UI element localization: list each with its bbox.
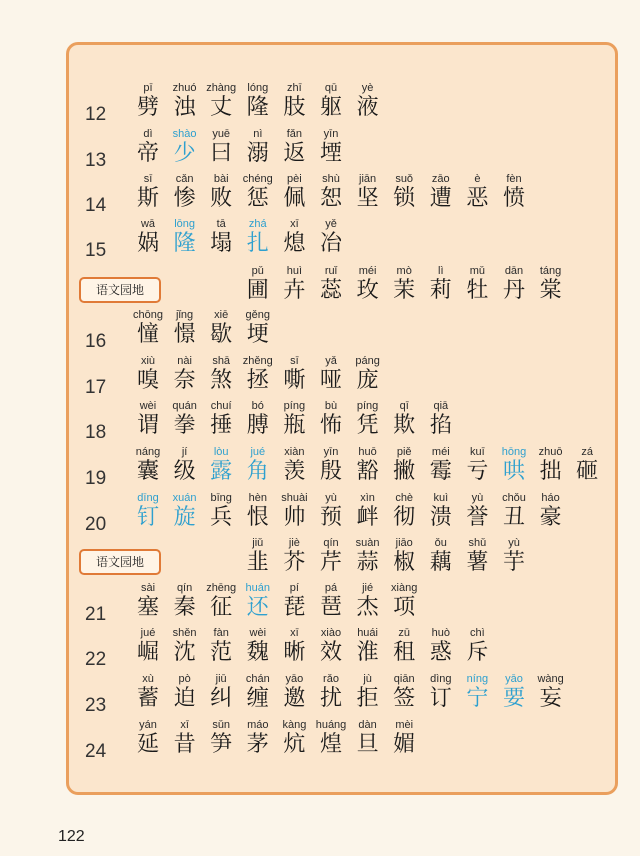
hanzi: 拳 <box>173 413 196 438</box>
hanzi: 纠 <box>210 686 233 711</box>
pinyin: yāo <box>285 673 304 685</box>
pinyin: wàng <box>537 673 564 685</box>
pinyin: lì <box>438 265 444 277</box>
lesson-number: 22 <box>85 649 107 670</box>
hanzi: 晰 <box>283 640 306 665</box>
hanzi: 溃 <box>429 505 452 530</box>
hanzi: 惨 <box>173 186 196 211</box>
hanzi: 砸 <box>576 459 599 484</box>
hanzi: 液 <box>356 95 379 120</box>
hanzi: 签 <box>393 686 416 711</box>
pinyin: xù <box>142 673 154 685</box>
hanzi: 媚 <box>393 732 416 757</box>
pinyin: fàn <box>213 627 229 639</box>
hanzi: 肢 <box>283 95 306 120</box>
pinyin: lóng <box>247 82 269 94</box>
hanzi: 掐 <box>429 413 452 438</box>
page-number: 122 <box>58 828 85 845</box>
hanzi: 芥 <box>283 550 306 575</box>
hanzi: 玫 <box>356 278 379 303</box>
pinyin: shǔ <box>468 537 487 549</box>
hanzi: 旦 <box>356 732 379 757</box>
hanzi: 茅 <box>246 732 269 757</box>
lesson-number: 16 <box>85 331 107 352</box>
pinyin: yīn <box>323 446 339 458</box>
pinyin: jiāo <box>395 537 413 549</box>
hanzi: 彻 <box>393 505 416 530</box>
lesson-number: 17 <box>85 377 107 398</box>
hanzi: 愤 <box>502 186 525 211</box>
pinyin: zhá <box>248 218 267 230</box>
pinyin: mèi <box>395 719 414 731</box>
hanzi: 劈 <box>136 95 159 120</box>
hanzi: 坚 <box>356 186 379 211</box>
pinyin: bù <box>324 400 338 412</box>
hanzi: 崛 <box>136 640 159 665</box>
hanzi: 溺 <box>246 141 269 166</box>
pinyin: zhàng <box>206 82 237 94</box>
hanzi: 租 <box>393 640 416 665</box>
pinyin: jiān <box>359 173 377 185</box>
hanzi: 牡 <box>466 278 489 303</box>
hanzi: 妄 <box>539 686 562 711</box>
pinyin: kuì <box>433 492 449 504</box>
hanzi: 塌 <box>210 231 233 256</box>
hanzi: 帝 <box>136 141 159 166</box>
pinyin: pò <box>178 673 191 685</box>
hanzi: 躯 <box>319 95 342 120</box>
hanzi: 拒 <box>356 686 379 711</box>
hanzi: 歇 <box>210 322 233 347</box>
hanzi: 锁 <box>393 186 416 211</box>
pinyin: xiù <box>140 355 156 367</box>
pinyin: qín <box>176 582 193 594</box>
hanzi: 亏 <box>466 459 489 484</box>
pinyin: chuí <box>210 400 232 412</box>
lesson-number: 18 <box>85 422 107 443</box>
pinyin: jié <box>362 582 374 594</box>
pinyin: dīng <box>137 492 159 504</box>
hanzi: 拯 <box>246 368 269 393</box>
hanzi: 斥 <box>466 640 489 665</box>
hanzi: 要 <box>502 686 525 711</box>
hanzi: 囊 <box>136 459 159 484</box>
hanzi: 嗅 <box>136 368 159 393</box>
pinyin: jiū <box>215 673 227 685</box>
pinyin: shěn <box>172 627 197 639</box>
pinyin: zhěng <box>242 355 273 367</box>
hanzi: 豁 <box>356 459 379 484</box>
pinyin: qiān <box>393 673 415 685</box>
pinyin: sī <box>143 173 153 185</box>
pinyin: quán <box>172 400 197 412</box>
hanzi: 捶 <box>210 413 233 438</box>
pinyin: xī <box>290 218 299 230</box>
hanzi: 殷 <box>319 459 342 484</box>
pinyin: méi <box>431 446 450 458</box>
pinyin: xuán <box>172 492 197 504</box>
pinyin: wèi <box>249 627 267 639</box>
hanzi: 棠 <box>539 278 562 303</box>
hanzi: 订 <box>429 686 452 711</box>
pinyin: shù <box>322 173 340 185</box>
hanzi: 浊 <box>173 95 196 120</box>
hanzi: 沈 <box>173 640 196 665</box>
hanzi: 恶 <box>466 186 489 211</box>
pinyin: lōng <box>174 218 195 230</box>
hanzi: 返 <box>283 141 306 166</box>
hanzi: 预 <box>319 505 342 530</box>
pinyin: nài <box>177 355 192 367</box>
hanzi: 豪 <box>539 505 562 530</box>
hanzi: 角 <box>246 459 269 484</box>
hanzi: 琵 <box>283 595 306 620</box>
hanzi: 芹 <box>319 550 342 575</box>
hanzi: 杰 <box>356 595 379 620</box>
lesson-number: 19 <box>85 468 107 489</box>
pinyin: zá <box>581 446 593 458</box>
hanzi: 钉 <box>136 505 159 530</box>
lesson-number: 20 <box>85 514 107 535</box>
hanzi: 圃 <box>246 278 269 303</box>
hanzi: 露 <box>210 459 233 484</box>
pinyin: xìn <box>360 492 375 504</box>
hanzi: 憬 <box>173 322 196 347</box>
pinyin: xiàng <box>391 582 418 594</box>
pinyin: bó <box>251 400 264 412</box>
pinyin: yù <box>325 492 337 504</box>
pinyin: máo <box>247 719 269 731</box>
pinyin: qū <box>324 82 338 94</box>
hanzi: 誉 <box>466 505 489 530</box>
hanzi: 魏 <box>246 640 269 665</box>
pinyin: dì <box>143 128 153 140</box>
pinyin: mǔ <box>469 265 486 277</box>
pinyin: háo <box>541 492 560 504</box>
pinyin: dàn <box>358 719 377 731</box>
pinyin: huō <box>358 446 377 458</box>
pinyin: zhuō <box>538 446 563 458</box>
pinyin: xiào <box>320 627 342 639</box>
hanzi: 延 <box>136 732 159 757</box>
hanzi: 淮 <box>356 640 379 665</box>
pinyin: huáng <box>315 719 347 731</box>
hanzi: 煞 <box>210 368 233 393</box>
pinyin: wā <box>140 218 156 230</box>
pinyin: huán <box>245 582 271 594</box>
hanzi: 莉 <box>429 278 452 303</box>
hanzi: 少 <box>173 141 196 166</box>
pinyin: hōng <box>501 446 527 458</box>
hanzi: 煌 <box>319 732 342 757</box>
pinyin: yě <box>325 218 337 230</box>
pinyin: qín <box>323 537 339 549</box>
garden-label: 语文园地 <box>79 277 161 303</box>
hanzi: 谓 <box>136 413 159 438</box>
pinyin: shā <box>212 355 231 367</box>
pinyin: ruǐ <box>324 265 338 277</box>
hanzi: 遭 <box>429 186 452 211</box>
pinyin: kuī <box>470 446 485 458</box>
garden-label: 语文园地 <box>79 549 161 575</box>
hanzi: 宁 <box>466 686 489 711</box>
hanzi: 欺 <box>393 413 416 438</box>
hanzi: 芋 <box>502 550 525 575</box>
hanzi: 还 <box>246 595 269 620</box>
hanzi: 拙 <box>539 459 562 484</box>
lesson-number: 13 <box>85 150 107 171</box>
pinyin: jiǔ <box>252 537 264 549</box>
pinyin: xī <box>290 627 299 639</box>
hanzi: 琶 <box>319 595 342 620</box>
hanzi: 丈 <box>210 95 233 120</box>
pinyin: yù <box>508 537 520 549</box>
pinyin: yù <box>471 492 484 504</box>
hanzi: 哑 <box>319 368 342 393</box>
hanzi: 级 <box>173 459 196 484</box>
hanzi: 薯 <box>466 550 489 575</box>
pinyin: bài <box>213 173 229 185</box>
hanzi: 衅 <box>356 505 379 530</box>
pinyin: qiā <box>433 400 449 412</box>
pinyin: pǔ <box>251 265 264 277</box>
lesson-number: 12 <box>85 104 107 125</box>
hanzi: 瓶 <box>283 413 306 438</box>
pinyin: suǒ <box>395 173 414 185</box>
hanzi: 羡 <box>283 459 306 484</box>
pinyin: píng <box>356 400 379 412</box>
pinyin: yāo <box>505 673 523 685</box>
pinyin: bīng <box>210 492 232 504</box>
pinyin: jué <box>250 446 266 458</box>
pinyin: sī <box>290 355 299 367</box>
hanzi: 埂 <box>246 322 269 347</box>
pinyin: jǐng <box>176 309 194 321</box>
hanzi: 奈 <box>173 368 196 393</box>
hanzi: 丑 <box>502 505 525 530</box>
hanzi: 扎 <box>246 231 269 256</box>
pinyin: nì <box>253 128 263 140</box>
hanzi: 迫 <box>173 686 196 711</box>
hanzi: 斯 <box>136 186 159 211</box>
hanzi: 效 <box>319 640 342 665</box>
pinyin: zhī <box>287 82 302 94</box>
pinyin: ǒu <box>434 537 447 549</box>
hanzi: 兵 <box>210 505 233 530</box>
pinyin: chǒu <box>502 492 526 504</box>
hanzi: 项 <box>393 595 416 620</box>
pinyin: chán <box>245 673 270 685</box>
hanzi: 韭 <box>246 550 269 575</box>
pinyin: jí <box>181 446 188 458</box>
hanzi: 佩 <box>283 186 306 211</box>
hanzi: 炕 <box>283 732 306 757</box>
hanzi: 惩 <box>246 186 269 211</box>
pinyin: jù <box>363 673 372 685</box>
hanzi: 卉 <box>283 278 306 303</box>
hanzi: 嘶 <box>283 368 306 393</box>
pinyin: wèi <box>139 400 157 412</box>
hanzi: 昔 <box>173 732 196 757</box>
pinyin: táng <box>539 265 562 277</box>
pinyin: huái <box>357 627 378 639</box>
hanzi: 恨 <box>246 505 269 530</box>
pinyin: chōng <box>133 309 163 321</box>
pinyin: pá <box>324 582 338 594</box>
pinyin: chì <box>470 627 485 639</box>
hanzi: 缠 <box>246 686 269 711</box>
hanzi: 娲 <box>136 231 159 256</box>
hanzi: 茉 <box>393 278 416 303</box>
pinyin: xī <box>180 719 189 731</box>
hanzi: 隆 <box>173 231 196 256</box>
pinyin: rǎo <box>323 673 339 685</box>
pinyin: yuē <box>212 128 231 140</box>
hanzi: 塞 <box>136 595 159 620</box>
pinyin: huì <box>286 265 303 277</box>
pinyin: chè <box>395 492 414 504</box>
pinyin: è <box>474 173 481 185</box>
hanzi: 蒜 <box>356 550 379 575</box>
pinyin: zū <box>398 627 410 639</box>
hanzi: 蓄 <box>136 686 159 711</box>
character-table-panel <box>66 42 618 795</box>
pinyin: kàng <box>282 719 307 731</box>
pinyin: piě <box>396 446 412 458</box>
pinyin: suàn <box>355 537 380 549</box>
hanzi: 撇 <box>393 459 416 484</box>
lesson-number: 15 <box>85 240 107 261</box>
hanzi: 隆 <box>246 95 269 120</box>
pinyin: shuài <box>281 492 308 504</box>
hanzi: 藕 <box>429 550 452 575</box>
hanzi: 征 <box>210 595 233 620</box>
pinyin: gěng <box>245 309 271 321</box>
hanzi: 恕 <box>319 186 342 211</box>
pinyin: sǔn <box>212 719 231 731</box>
pinyin: náng <box>135 446 161 458</box>
pinyin: cǎn <box>175 173 194 185</box>
hanzi: 霉 <box>429 459 452 484</box>
hanzi: 范 <box>210 640 233 665</box>
hanzi: 邀 <box>283 686 306 711</box>
hanzi: 凭 <box>356 413 379 438</box>
pinyin: píng <box>283 400 306 412</box>
hanzi: 熄 <box>283 231 306 256</box>
pinyin: hèn <box>248 492 267 504</box>
lesson-number: 23 <box>85 695 107 716</box>
pinyin: tā <box>216 218 226 230</box>
pinyin: pī <box>143 82 153 94</box>
pinyin: xiàn <box>284 446 305 458</box>
pinyin: méi <box>358 265 377 277</box>
pinyin: pèi <box>287 173 302 185</box>
hanzi: 曰 <box>210 141 233 166</box>
hanzi: 旋 <box>173 505 196 530</box>
hanzi: 帅 <box>283 505 306 530</box>
pinyin: zhēng <box>206 582 237 594</box>
hanzi: 惑 <box>429 640 452 665</box>
hanzi: 椒 <box>393 550 416 575</box>
hanzi: 庞 <box>356 368 379 393</box>
hanzi: 笋 <box>210 732 233 757</box>
lesson-number: 21 <box>85 604 107 625</box>
pinyin: dān <box>504 265 524 277</box>
pinyin: fǎn <box>286 128 303 140</box>
pinyin: fèn <box>506 173 522 185</box>
hanzi: 憧 <box>136 322 159 347</box>
hanzi: 扰 <box>319 686 342 711</box>
pinyin: huò <box>431 627 450 639</box>
pinyin: pí <box>289 582 299 594</box>
pinyin: jué <box>140 627 156 639</box>
hanzi: 秦 <box>173 595 196 620</box>
pinyin: yán <box>139 719 157 731</box>
hanzi: 败 <box>210 186 233 211</box>
pinyin: sài <box>140 582 156 594</box>
hanzi: 膊 <box>246 413 269 438</box>
hanzi: 哄 <box>502 459 525 484</box>
hanzi: 冶 <box>319 231 342 256</box>
pinyin: xiē <box>214 309 229 321</box>
pinyin: mò <box>396 265 412 277</box>
lesson-number: 24 <box>85 741 107 762</box>
pinyin: qī <box>399 400 409 412</box>
pinyin: zhuó <box>172 82 197 94</box>
pinyin: lòu <box>213 446 229 458</box>
pinyin: níng <box>466 673 489 685</box>
pinyin: zāo <box>431 173 450 185</box>
pinyin: yè <box>361 82 374 94</box>
pinyin: yǎ <box>325 355 337 367</box>
pinyin: chéng <box>242 173 273 185</box>
hanzi: 丹 <box>502 278 525 303</box>
pinyin: shào <box>172 128 197 140</box>
pinyin: páng <box>355 355 380 367</box>
pinyin: yīn <box>323 128 339 140</box>
pinyin: jiè <box>288 537 300 549</box>
pinyin: dìng <box>430 673 452 685</box>
lesson-number: 14 <box>85 195 107 216</box>
hanzi: 蕊 <box>319 278 342 303</box>
hanzi: 堙 <box>319 141 342 166</box>
hanzi: 怖 <box>319 413 342 438</box>
